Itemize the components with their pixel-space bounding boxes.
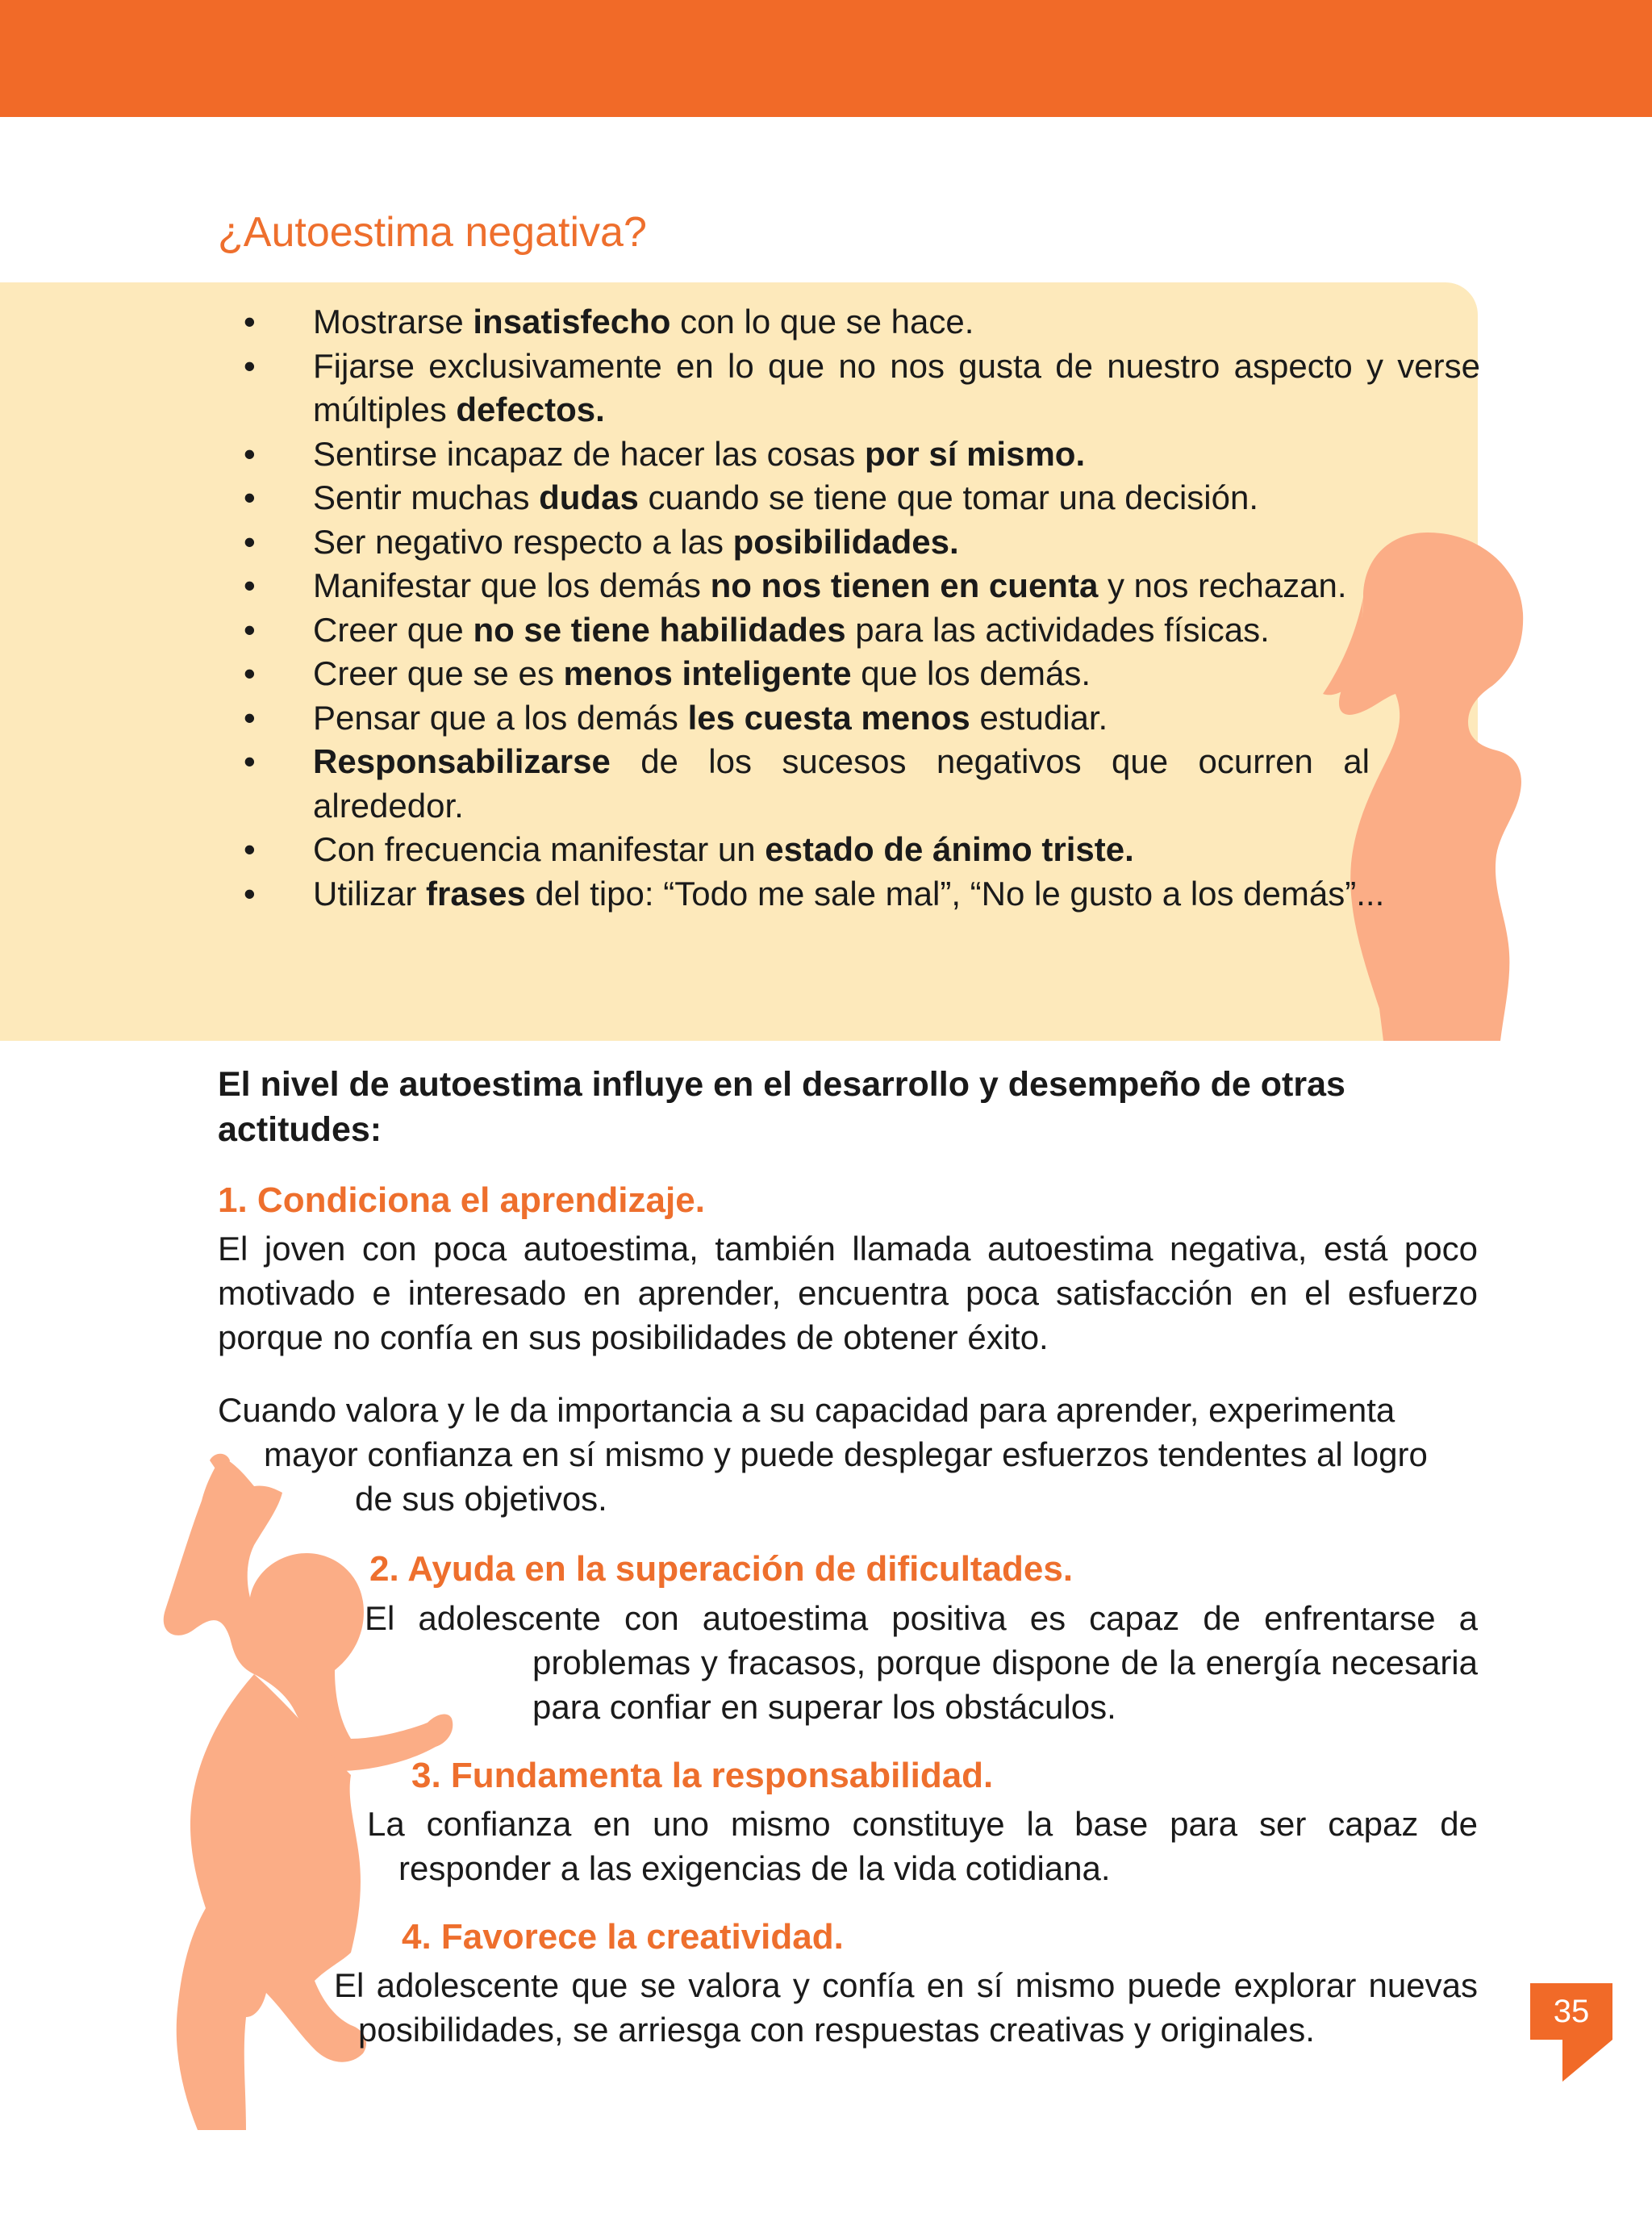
section-title-1: 1. Condiciona el aprendizaje. bbox=[218, 1180, 705, 1220]
list-item: • Utilizar frases del tipo: “Todo me sale mal”, “No le gusto a los demás”... bbox=[234, 872, 1386, 917]
section-2-paragraph-line-1: El adolescente con autoestima positiva es capaz de enfrentarse a bbox=[365, 1599, 1478, 1637]
section-heading: ¿Autoestima negativa? bbox=[218, 209, 647, 256]
section-1-paragraph-2: Cuando valora y le da importancia a su capacidad para aprender, experimenta bbox=[218, 1391, 1395, 1429]
bullet-icon: • bbox=[244, 698, 256, 737]
list-item: • Sentirse incapaz de hacer las cosas por sí mismo. bbox=[234, 432, 1480, 477]
bullet-icon: • bbox=[244, 610, 256, 649]
section-2-paragraph-line-2: problemas y fracasos, porque dispone de la energía necesaria para confiar en superar los obstáculos. bbox=[532, 1644, 1478, 1726]
bullet-icon: • bbox=[244, 654, 256, 692]
bullet-icon: • bbox=[244, 522, 256, 561]
bullet-icon: • bbox=[244, 478, 256, 516]
bullet-icon: • bbox=[244, 874, 256, 913]
section-1-paragraph-2-line-3: de sus objetivos. bbox=[355, 1480, 607, 1518]
section-3-paragraph-line-1: La confianza en uno mismo constituye la base para ser capaz de bbox=[367, 1805, 1478, 1843]
section-title-4: 4. Favorece la creatividad. bbox=[402, 1917, 844, 1957]
intro-paragraph: El nivel de autoestima influye en el desarrollo y desempeño de otras actitudes: bbox=[218, 1065, 1345, 1149]
list-item: • Responsabilizarse de los sucesos negativos que ocurren al alrededor. bbox=[234, 740, 1370, 828]
list-item: • Creer que no se tiene habilidades para las actividades físicas. bbox=[234, 608, 1480, 653]
list-item: • Con frecuencia manifestar un estado de ánimo triste. bbox=[234, 828, 1480, 872]
bullet-icon: • bbox=[244, 346, 256, 385]
section-title-3: 3. Fundamenta la responsabilidad. bbox=[411, 1756, 994, 1795]
list-item: • Ser negativo respecto a las posibilidades. bbox=[234, 520, 1480, 565]
page-tab-triangle-icon bbox=[1562, 2040, 1612, 2082]
section-1-paragraph-1: El joven con poca autoestima, también llamada autoestima negativa, está poco motivado e interesado en aprender, encuentra poca satisfacción en el esfuerzo porque no confía en sus posibilidades de obtener éxito. bbox=[218, 1230, 1478, 1356]
section-1-paragraph-2-line-2: mayor confianza en sí mismo y puede desplegar esfuerzos tendentes al logro bbox=[264, 1435, 1428, 1473]
list-item: • Manifestar que los demás no nos tienen en cuenta y nos rechazan. bbox=[234, 564, 1386, 608]
bullet-icon: • bbox=[244, 434, 256, 473]
list-item: • Creer que se es menos inteligente que los demás. bbox=[234, 652, 1480, 696]
list-item: • Pensar que a los demás les cuesta menos estudiar. bbox=[234, 696, 1480, 741]
bullet-icon: • bbox=[244, 830, 256, 868]
top-banner bbox=[0, 0, 1652, 117]
list-item: • Fijarse exclusivamente en lo que no nos gusta de nuestro aspecto y verse múltiples defectos. bbox=[234, 345, 1480, 432]
bullet-icon: • bbox=[244, 566, 256, 604]
list-item: • Mostrarse insatisfecho con lo que se hace. bbox=[234, 300, 1480, 345]
section-4-paragraph-line-1: El adolescente que se valora y confía en sí mismo puede explorar nuevas bbox=[334, 1966, 1478, 2004]
bullet-icon: • bbox=[244, 303, 256, 340]
section-3-paragraph-line-2: responder a las exigencias de la vida cotidiana. bbox=[398, 1849, 1111, 1887]
section-4-paragraph-line-2: posibilidades, se arriesga con respuestas creativas y originales. bbox=[358, 2011, 1315, 2049]
list-item: • Sentir muchas dudas cuando se tiene que tomar una decisión. bbox=[234, 476, 1480, 520]
section-title-2: 2. Ayuda en la superación de dificultades. bbox=[369, 1549, 1074, 1589]
page-number: 35 bbox=[1530, 1983, 1612, 2040]
bullet-icon: • bbox=[244, 742, 256, 780]
negative-traits-list bbox=[234, 300, 1480, 916]
